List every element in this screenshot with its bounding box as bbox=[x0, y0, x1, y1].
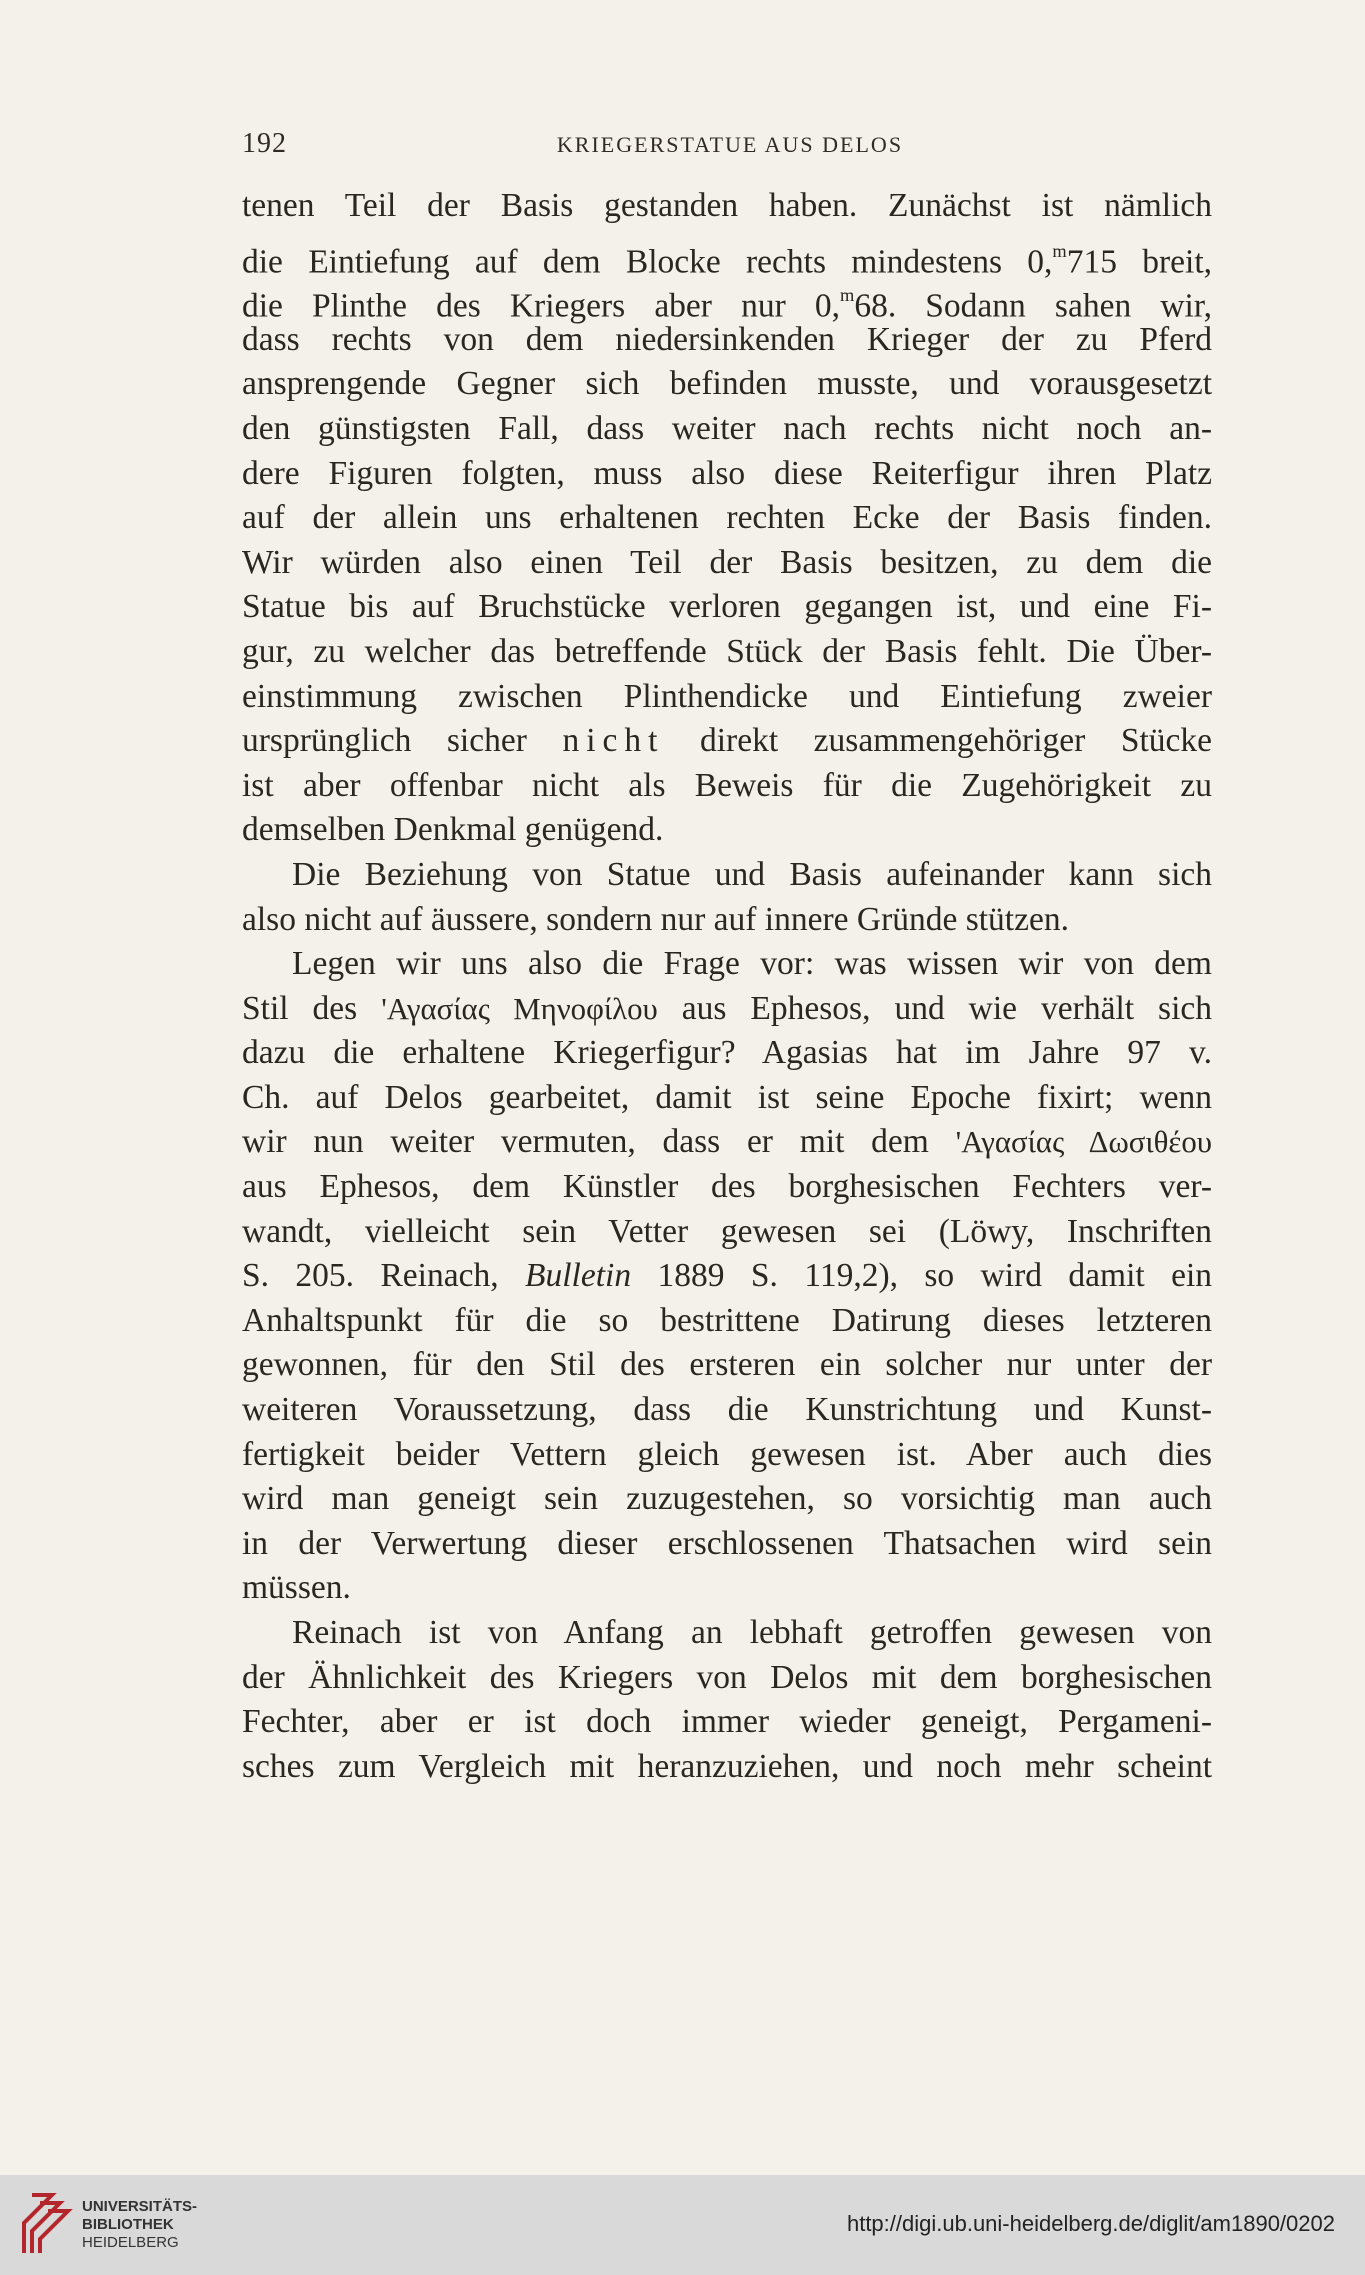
superscript-unit: m bbox=[839, 285, 855, 306]
text-span: aus Ephesos, und wie verhält sich bbox=[681, 989, 1213, 1027]
text-line: tenen Teil der Basis gestanden haben. Zunächst ist nämlich bbox=[242, 187, 1212, 224]
superscript-unit: m bbox=[1052, 240, 1067, 261]
text-line bbox=[242, 273, 1213, 325]
text-line bbox=[242, 229, 1212, 281]
digitization-footer bbox=[0, 2175, 1365, 2275]
ub-heidelberg-logo-icon[interactable] bbox=[12, 2189, 74, 2259]
body-text bbox=[242, 184, 1212, 1789]
text-span: wir nun weiter vermuten, dass er mit dem bbox=[242, 1123, 929, 1161]
text-line: gur, zu welcher das betreffende Stück der Basis fehlt. Die Über- bbox=[242, 632, 1212, 670]
greek-name: 'Αγασίας Μηνοφίλου bbox=[381, 991, 658, 1026]
text-line: dazu die erhaltene Kriegerfigur? Agasias hat im Jahre 97 v. bbox=[242, 1034, 1212, 1072]
text-span: ursprünglich sicher bbox=[242, 722, 527, 760]
page-number: 192 bbox=[242, 128, 287, 159]
text-line: müssen. bbox=[242, 1569, 351, 1607]
text-line: wird man geneigt sein zuzugestehen, so vorsichtig man auch bbox=[242, 1480, 1212, 1518]
text-line: der Ähnlichkeit des Kriegers von Delos mit dem borghesischen bbox=[242, 1658, 1212, 1696]
text-line: Fechter, aber er ist doch immer wieder geneigt, Pergameni- bbox=[242, 1703, 1212, 1741]
text-line: auf der allein uns erhaltenen rechten Ecke der Basis finden. bbox=[242, 499, 1212, 537]
text-line: Wir würden also einen Teil der Basis besitzen, zu dem die bbox=[242, 543, 1212, 581]
paragraph-first-line: Legen wir uns also die Frage vor: was wissen wir von dem bbox=[292, 945, 1212, 983]
text-span: S. 205. Reinach, bbox=[242, 1257, 499, 1295]
emphasized-word: nicht bbox=[562, 722, 665, 760]
text-line: weiteren Voraussetzung, dass die Kunstrichtung und Kunst- bbox=[242, 1391, 1212, 1429]
library-name-line: BIBLIOTHEK bbox=[82, 2216, 174, 2233]
italic-title: Bulletin bbox=[525, 1257, 632, 1295]
text-line: dere Figuren folgten, muss also diese Reiterfigur ihren Platz bbox=[242, 454, 1212, 492]
text-line: aus Ephesos, dem Künstler des borghesischen Fechters ver- bbox=[242, 1168, 1212, 1206]
text-line: ist aber offenbar nicht als Beweis für die Zugehörigkeit zu bbox=[242, 766, 1212, 804]
text-line bbox=[242, 1254, 1212, 1299]
text-line: demselben Denkmal genügend. bbox=[242, 811, 664, 849]
text-span: die Plinthe des Kriegers aber nur 0, bbox=[242, 287, 840, 325]
running-title: KRIEGERSTATUE AUS DELOS bbox=[556, 132, 904, 157]
text-line: dass rechts von dem niedersinkenden Krieger der zu Pferd bbox=[242, 320, 1212, 358]
library-name-line: UNIVERSITÄTS- bbox=[82, 2198, 198, 2215]
text-span: 715 breit, bbox=[1066, 243, 1212, 281]
text-span: direkt zusammengehöriger Stücke bbox=[699, 722, 1213, 760]
text-line: sches zum Vergleich mit heranzuziehen, und noch mehr scheint bbox=[242, 1747, 1212, 1785]
library-name-line: HEIDELBERG bbox=[82, 2234, 179, 2251]
library-name bbox=[82, 2198, 197, 2252]
text-span: 68. Sodann sahen wir, bbox=[854, 287, 1213, 325]
text-line: Ch. auf Delos gearbeitet, damit ist seine Epoche fixirt; wenn bbox=[242, 1078, 1212, 1116]
text-line: gewonnen, für den Stil des ersteren ein solcher nur unter der bbox=[242, 1346, 1212, 1384]
text-line bbox=[242, 987, 1212, 1032]
text-line bbox=[242, 1120, 1212, 1165]
text-line: den günstigsten Fall, dass weiter nach rechts nicht noch an- bbox=[242, 409, 1212, 447]
paragraph-first-line: Die Beziehung von Statue und Basis aufeinander kann sich bbox=[292, 855, 1212, 893]
text-line: wandt, vielleicht sein Vetter gewesen sei (Löwy, Inschriften bbox=[242, 1212, 1212, 1250]
text-line bbox=[242, 719, 1212, 764]
text-line: also nicht auf äussere, sondern nur auf innere Gründe stützen. bbox=[242, 900, 1069, 938]
text-line: Anhaltspunkt für die so bestrittene Datirung dieses letzteren bbox=[242, 1301, 1212, 1339]
greek-name: 'Αγασίας Δωσιθέου bbox=[955, 1125, 1213, 1160]
text-span: Stil des bbox=[242, 989, 358, 1027]
text-line: ansprengende Gegner sich befinden musste, und vorausgesetzt bbox=[242, 365, 1212, 403]
text-line: in der Verwertung dieser erschlossenen Thatsachen wird sein bbox=[242, 1524, 1212, 1562]
text-line: einstimmung zwischen Plinthendicke und Eintiefung zweier bbox=[242, 677, 1212, 715]
paragraph-first-line: Reinach ist von Anfang an lebhaft getroffen gewesen von bbox=[292, 1614, 1212, 1651]
text-line: fertigkeit beider Vettern gleich gewesen ist. Aber auch dies bbox=[242, 1435, 1212, 1473]
text-span: die Eintiefung auf dem Blocke rechts mindestens 0, bbox=[242, 243, 1053, 281]
text-span: 1889 S. 119,2), so wird damit ein bbox=[657, 1257, 1213, 1295]
page-header bbox=[242, 128, 1218, 168]
text-line: Statue bis auf Bruchstücke verloren gegangen ist, und eine Fi- bbox=[242, 588, 1212, 626]
digitization-url-link[interactable]: http://digi.ub.uni-heidelberg.de/diglit/am1890/0202 bbox=[846, 2211, 1335, 2236]
